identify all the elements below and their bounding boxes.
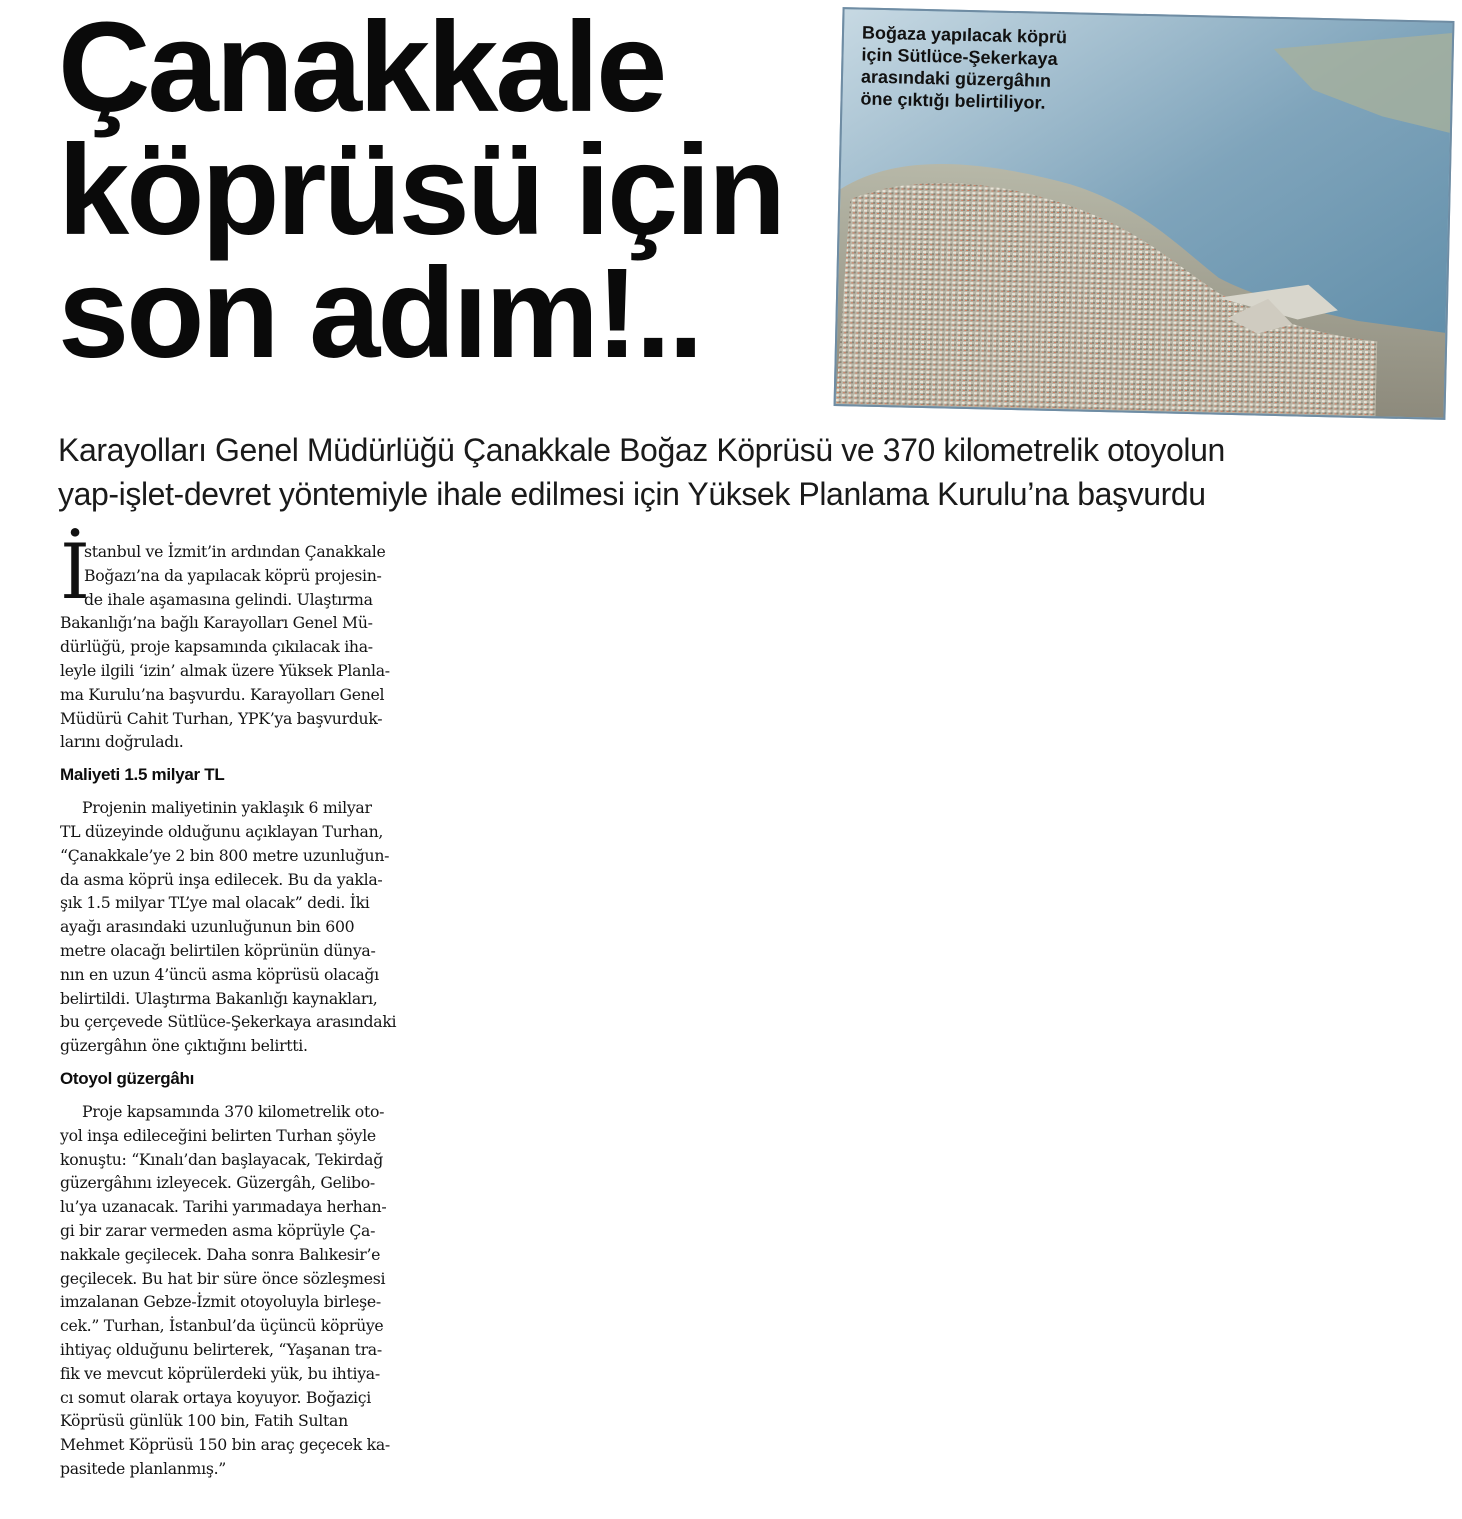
article-body: [60, 527, 442, 1481]
text-line: TL düzeyinde olduğunu açıklayan Turhan,: [60, 821, 384, 841]
text-line: fik ve mevcut köprülerdeki yük, bu ihtiya-: [60, 1363, 380, 1383]
text-line: leyle ilgili ‘izin’ almak üzere Yüksek Planla-: [60, 660, 390, 680]
intro-paragraph: [60, 527, 442, 754]
photo-caption: [860, 22, 1142, 116]
text-line: metre olacağı belirtilen köprünün dünya-: [60, 940, 376, 960]
text-line: cek.” Turhan, İstanbul’da üçüncü köprüye: [60, 1316, 384, 1336]
text-line: Müdürü Cahit Turhan, YPK’ya başvurduk-: [60, 708, 383, 728]
deck-line: yap-işlet-devret yöntemiyle ihale edilmesi için Yüksek Planlama Kurulu’na başvurdu: [58, 476, 1206, 512]
text-line: imzalanan Gebze-İzmit otoyoluyla birleşe-: [60, 1292, 381, 1312]
text-line: güzergâhını izleyecek. Güzergâh, Gelibo-: [60, 1173, 375, 1193]
text-line: nakkale geçilecek. Daha sonra Balıkesir’e: [60, 1244, 381, 1264]
text-line: larını doğruladı.: [60, 732, 184, 752]
text-line: stanbul ve İzmit’in ardından Çanakkale: [84, 542, 386, 561]
text-line: konuştu: “Kınalı’dan başlayacak, Tekirdağ: [60, 1149, 383, 1169]
text-line: güzergâhın öne çıktığını belirtti.: [60, 1036, 308, 1056]
deck-subtitle: [58, 428, 1453, 516]
headline-line: son adım!..: [58, 242, 701, 385]
text-line: Bakanlığı’na bağlı Karayolları Genel Mü-: [60, 613, 373, 633]
text-line: ma Kurulu’na başvurdu. Karayolları Genel: [60, 684, 385, 704]
subhead-cost: Maliyeti 1.5 milyar TL: [60, 765, 225, 785]
text-line: şık 1.5 milyar TL’ye mal olacak” dedi. İki: [60, 893, 370, 913]
text-line: nın en uzun 4’üncü asma köprüsü olacağı: [60, 964, 379, 984]
text-line: pasitede planlanmış.”: [60, 1458, 227, 1478]
text-line: de ihale aşamasına gelindi. Ulaştırma: [84, 589, 373, 609]
text-line: cı somut olarak ortaya koyuyor. Boğaziçi: [60, 1387, 371, 1407]
caption-line: için Sütlüce-Şekerkaya: [861, 44, 1058, 69]
text-line: yol inşa edileceğini belirten Turhan şöyle: [60, 1125, 376, 1145]
headline: [58, 0, 838, 385]
text-line: bu çerçevede Sütlüce-Şekerkaya arasındaki: [60, 1012, 397, 1032]
deck-line: Karayolları Genel Müdürlüğü Çanakkale Boğaz Köprüsü ve 370 kilometrelik otoyolun: [58, 432, 1225, 468]
caption-line: Boğaza yapılacak köprü: [861, 22, 1068, 48]
text-line: dürlüğü, proje kapsamında çıkılacak iha-: [60, 637, 373, 657]
cost-paragraph: [60, 796, 442, 1058]
text-line: Projenin maliyetinin yaklaşık 6 milyar: [82, 798, 372, 818]
subhead-route: Otoyol güzergâhı: [60, 1068, 195, 1088]
aerial-photo: [834, 7, 1455, 420]
text-line: Köprüsü günlük 100 bin, Fatih Sultan: [60, 1411, 348, 1431]
caption-line: arasındaki güzergâhın: [860, 66, 1052, 91]
text-line: “Çanakkale’ye 2 bin 800 metre uzunluğun-: [60, 845, 390, 865]
headline-line: Çanakkale: [58, 0, 665, 139]
text-line: Boğazı’na da yapılacak köprü projesin-: [84, 565, 382, 585]
text-line: geçilecek. Bu hat bir süre önce sözleşmesi: [60, 1268, 386, 1288]
text-line: ayağı arasındaki uzunluğunun bin 600: [60, 917, 355, 937]
text-line: Mehmet Köprüsü 150 bin araç geçecek ka-: [60, 1435, 390, 1455]
text-line: belirtildi. Ulaştırma Bakanlığı kaynakları,: [60, 988, 378, 1008]
route-paragraph: [60, 1100, 442, 1481]
caption-line: öne çıktığı belirtiliyor.: [860, 88, 1046, 113]
text-line: gi bir zarar vermeden asma köprüyle Ça-: [60, 1220, 376, 1240]
drop-cap: İ: [60, 527, 90, 616]
text-line: Proje kapsamında 370 kilometrelik oto-: [82, 1101, 385, 1121]
headline-line: köprüsü için: [58, 119, 783, 262]
text-line: da asma köprü inşa edilecek. Bu da yakla-: [60, 869, 383, 889]
text-line: lu’ya uzanacak. Tarihi yarımadaya herhan-: [60, 1197, 387, 1217]
text-line: ihtiyaç olduğunu belirterek, “Yaşanan tra-: [60, 1339, 382, 1359]
